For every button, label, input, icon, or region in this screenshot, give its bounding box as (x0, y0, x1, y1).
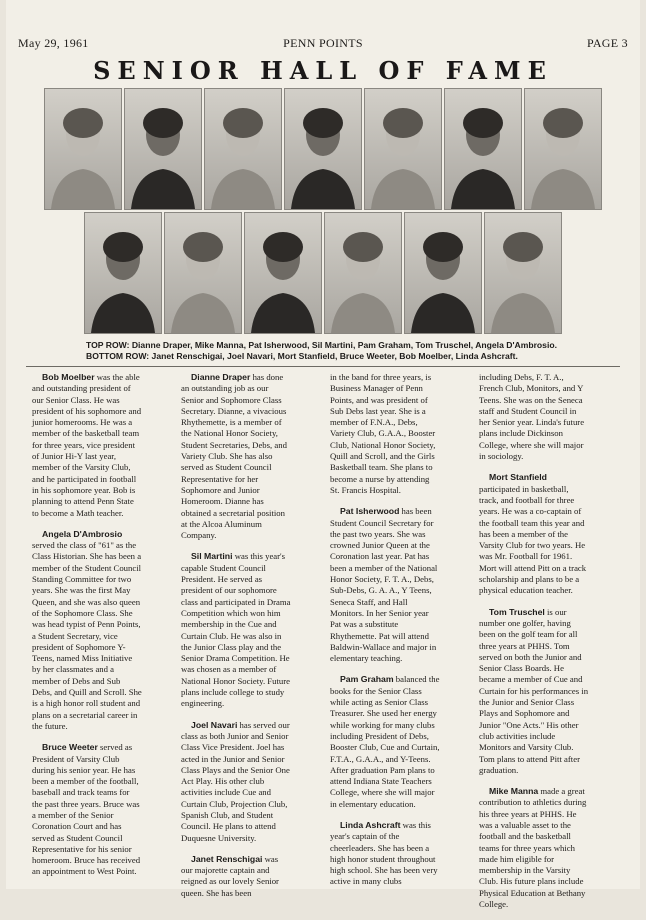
profile-text: served the class of "61" as the Class Historian. She has been a member of the Student Council Standing Committee for two years. She was the first May Queen, and she was also queen of the Sophomore Class. She was head typist of Penn Points, a Student Secretary, vice president of Sophomore Y-Teens, named Miss Initiative by her classmates and a member of Debs and Sub Debs, and Quill and Scroll. She is a high honor roll student and plans on a secretarial career in the future. (32, 540, 142, 731)
newspaper-page (6, 0, 640, 910)
profile-paragraph (479, 786, 589, 910)
portrait-photo (124, 88, 202, 210)
profile-paragraph (32, 372, 142, 519)
portrait-photo (204, 88, 282, 210)
profile-text: made a great contribution to athletics during his three years at PHHS. He was a valuable asset to the football and the basketball teams for three years which made him eligible for membership in the Varsity Club. His future plans include Physical Education at Bethany College. (479, 786, 587, 910)
portrait-photo (324, 212, 402, 334)
student-name: Janet Renschigai (191, 853, 263, 864)
student-name: Mort Stanfield (489, 472, 547, 483)
article-columns (32, 372, 624, 910)
caption-bottom-row: BOTTOM ROW: Janet Renschigai, Joel Navari, Mort Stanfield, Bruce Weeter, Bob Moelber, Linda Ashcraft. (86, 351, 518, 361)
profile-paragraph (181, 854, 291, 899)
profile-paragraph (479, 372, 589, 462)
student-name: Pam Graham (340, 674, 394, 685)
profile-paragraph (479, 472, 589, 596)
issue-date: May 29, 1961 (18, 36, 89, 50)
profile-text: balanced the books for the Senior Class while acting as Senior Class Treasurer. She used her energy while working for many clubs including President of Debs, Booster Club, Cue and Curtain, F.T.A., G.A.A., and Y-Teens. After graduation Pam plans to attend Indiana State Teachers College, where she will major in elementary education. (330, 674, 440, 809)
profile-text: was this year's capable Student Council President. He served as president of our sophomore class and participated in Drama Competition which won him membership in the Cue and Curtain Club. He was also in the Junior Class play and the Senior Drama Competition. He was chosen as a member of National Honor Society. Future plans include college to study engineering. (181, 551, 291, 709)
profile-paragraph (32, 529, 142, 732)
caption-top-row: TOP ROW: Dianne Draper, Mike Manna, Pat Isherwood, Sil Martini, Pam Graham, Tom Truschel, Angela D'Ambrosio. (86, 340, 557, 350)
divider (26, 366, 620, 367)
profile-paragraph (330, 820, 440, 888)
profile-text: including Debs, F. T. A., French Club, Monitors, and Y Teens. She was on the Seneca staff and Student Council in her Senior year. Linda's future plans include Dickinson College, where she will major in sociology. (479, 372, 585, 462)
portrait-photo (484, 212, 562, 334)
profile-text: served as President of Varsity Club during his senior year. He has been a member of the football, baseball and track teams for the past three years. Bruce was a member of the Senior Coronation Court and has served as Student Council Representative for his senior homeroom. Bruce has received an appointment to West Point. (32, 742, 141, 877)
portrait-photo (444, 88, 522, 210)
profile-text: is our number one golfer, having been on the golf team for all three years at PHHS. Tom served on both the Junior and Senior Class Boards. He became a member of Cue and Curtain for his performances in the Junior and Senior Class Plays and Sophomore and Junior "One Acts." His other club activities include Monitors and Varsity Club. Tom plans to attend Pitt after graduation. (479, 606, 589, 775)
profile-text: has been Student Council Secretary for the past two years. She was crowned Junior Queen at the Coronation last year. Pat has been a member of the National Honor Society, F. T. A., Debs, Sub-Debs, G. A. A., Y Teens, Seneca Staff, and Hall Monitors. In her Senior year Pat was a substitute Rhythemette. Pat will attend Baldwin-Wallace and major in elementary teaching. (330, 506, 438, 664)
portrait-photo (364, 88, 442, 210)
profile-paragraph (181, 372, 291, 541)
profile-text: was our majorette captain and reigned as our lovely Senior queen. She has been (181, 853, 279, 898)
profile-text: was this year's captain of the cheerleaders. She has been a high honor student throughout high school. She has been very active in many clubs (330, 819, 438, 887)
newspaper-name: PENN POINTS (283, 36, 363, 50)
article-column (330, 372, 440, 898)
page-header (18, 36, 628, 52)
profile-text: has done an outstanding job as our Senior and Sophomore Class Secretary. Dianne, a vivacious Rhythemette, is a member of the National Honor Society, Student Secretaries, Debs, and Variety Club. She has also served as Student Council Representative for her Sophomore and Junior Homeroom. Dianne has obtained a secretarial position at the Alcoa Aluminum Company. (181, 372, 287, 541)
page-title: SENIOR HALL OF FAME (93, 56, 553, 85)
profile-text: has served our class as both Junior and Senior Class Vice President. Joel has acted in the Junior and Senior Class Plays and the Senior One Act Play. His other club activities include Cue and Curtain Club, Projection Club, Spanish Club, and Student Council. He plans to attend Duquesne University. (181, 719, 290, 843)
profile-paragraph (330, 674, 440, 810)
article-column (479, 372, 589, 920)
student-name: Joel Navari (191, 719, 238, 730)
student-name: Dianne Draper (191, 372, 251, 382)
page-number: PAGE 3 (586, 36, 628, 50)
student-name: Mike Manna (489, 786, 539, 797)
profile-paragraph (32, 742, 142, 878)
article-column (32, 372, 142, 888)
profile-text: was the able and outstanding president of our Senior Class. He was president of his sophomore and junior homerooms. He was a member of the basketball team for three years, vice president of Junior Hi-Y last year, member of the Varsity Club, and he participated in football in his sophomore year. Bob is planning to attend Penn State to become a Math teacher. (32, 372, 142, 518)
profile-paragraph (181, 551, 291, 709)
student-name: Sil Martini (191, 551, 233, 562)
portrait-photo (44, 88, 122, 210)
portrait-photo (84, 212, 162, 334)
profile-text: participated in basketball, track, and football for three years. He was a co-captain of the football team this year and has been a member of the Varsity Club for two years. He was Mr. Football for 1961. Mort will attend Pitt on a track scholarship and plans to be a physical education teacher. (479, 483, 587, 596)
portrait-grid (18, 88, 628, 348)
portrait-photo (164, 212, 242, 334)
student-name: Tom Truschel (489, 606, 545, 617)
portrait-photo (524, 88, 602, 210)
portrait-photo (244, 212, 322, 334)
photo-caption (86, 340, 626, 362)
student-name: Pat Isherwood (340, 506, 400, 517)
portrait-photo (284, 88, 362, 210)
student-name: Angela D'Ambrosio (42, 528, 123, 539)
profile-paragraph (330, 372, 440, 496)
student-name: Linda Ashcraft (340, 819, 401, 830)
profile-paragraph (181, 720, 291, 844)
article-column (181, 372, 291, 909)
profile-paragraph (330, 506, 440, 664)
portrait-photo (404, 212, 482, 334)
student-name: Bruce Weeter (42, 742, 98, 753)
student-name: Bob Moelber (42, 372, 95, 382)
profile-text: in the band for three years, is Business Manager of Penn Points, and was president of Sub Debs last year. She is a member of F.N.A., Debs, Variety Club, G.A.A., Booster Club, National Honor Society, Quill and Scroll, and the Girls Basketball team. She plans to become a nurse by attending St. Francis Hospital. (330, 372, 436, 495)
profile-paragraph (479, 607, 589, 776)
